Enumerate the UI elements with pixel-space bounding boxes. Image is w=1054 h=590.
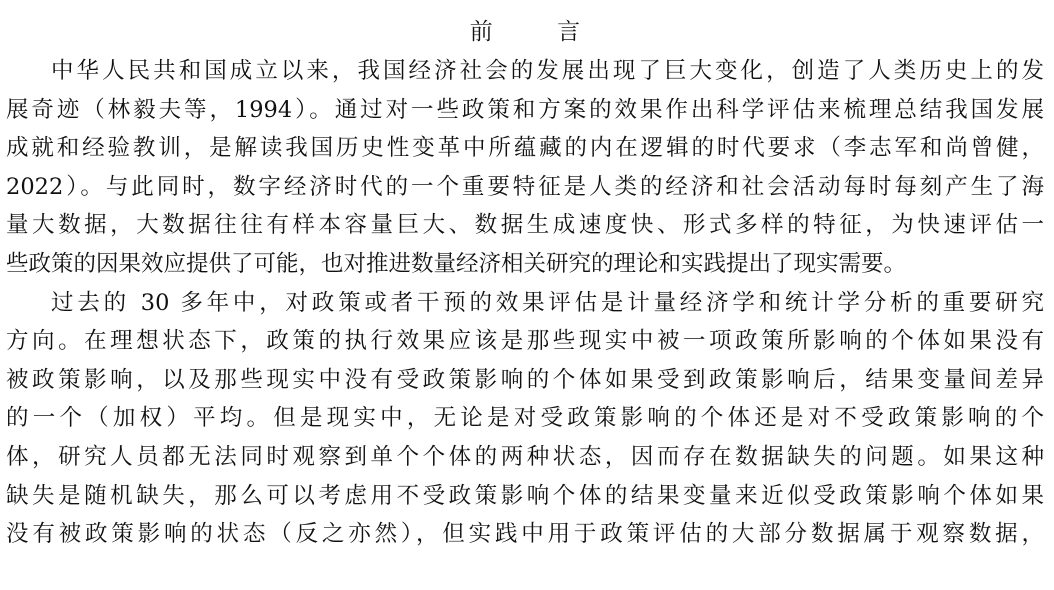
text-line: 体，研究人员都无法同时观察到单个个体的两种状态，因而存在数据缺失的问题。如果这种 — [6, 443, 1044, 470]
text-line: 方向。在理想状态下，政策的执行效果应该是那些现实中被一项政策所影响的个体如果没有 — [6, 328, 1044, 355]
text-line: 成就和经验教训，是解读我国历史性变革中所蕴藏的内在逻辑的时代要求（李志军和尚曾健， — [6, 135, 1044, 162]
text-line: 没有被政策影响的状态（反之亦然），但实践中用于政策评估的大部分数据属于观察数据， — [6, 521, 1044, 548]
text-line: 被政策影响，以及那些现实中没有受政策影响的个体如果受到政策影响后，结果变量间差异 — [6, 366, 1044, 393]
text-line: 缺失是随机缺失，那么可以考虑用不受政策影响个体的结果变量来近似受政策影响个体如果 — [6, 482, 1044, 509]
paragraph-1 — [6, 52, 1044, 284]
paragraph-2 — [6, 284, 1044, 554]
text-line: 展奇迹（林毅夫等，1994）。通过对一些政策和方案的效果作出科学评估来梳理总结我国发展 — [6, 96, 1044, 123]
text-line: 中华人民共和国成立以来，我国经济社会的发展出现了巨大变化，创造了人类历史上的发 — [51, 58, 1044, 84]
section-title: 前 言 — [469, 19, 601, 45]
text-line: 过去的 30 多年中，对政策或者干预的效果评估是计量经济学和统计学分析的重要研究 — [51, 289, 1044, 316]
text-line: 量大数据，大数据往往有样本容量巨大、数据生成速度快、形式多样的特征，为快速评估一 — [6, 212, 1044, 239]
text-line: 的一个（加权）平均。但是现实中，无论是对受政策影响的个体还是对不受政策影响的个 — [6, 405, 1044, 432]
text-line: 些政策的因果效应提供了可能，也对推进数量经济相关研究的理论和实践提出了现实需要。 — [6, 250, 907, 277]
text-line: 2022）。与此同时，数字经济时代的一个重要特征是人类的经济和社会活动每时每刻产生了海 — [6, 173, 1044, 200]
